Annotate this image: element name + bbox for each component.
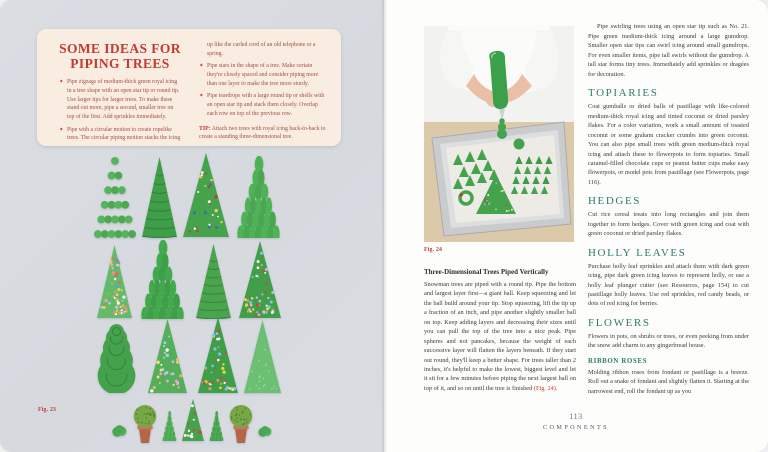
piped-tree-graphic bbox=[258, 425, 272, 437]
chapter-label: COMPONENTS bbox=[543, 424, 609, 431]
section-heading: TOPIARIES bbox=[588, 87, 659, 100]
piping-demo-photo bbox=[424, 26, 574, 242]
piped-tree-graphic bbox=[243, 319, 282, 394]
piped-tree-graphic bbox=[238, 240, 282, 319]
tree-dots bbox=[182, 152, 230, 243]
bullet-item: ✦ Pipe teardrops with a large round tip or shells with an open star tip and stack them closely. Overlap each row on top of the previous row. bbox=[199, 93, 325, 117]
page-number: 113 bbox=[569, 412, 583, 421]
article-heading: Three-Dimensional Trees Piped Vertically bbox=[424, 268, 549, 276]
piped-tree-graphic bbox=[195, 243, 232, 319]
tree-shells bbox=[139, 240, 186, 324]
piped-tree-graphic bbox=[182, 152, 230, 238]
intro-paragraph: Pipe swirling trees using an open star tip such as No. 21. Pipe green medium-thick icing around a large gumdrop. Smaller open star tips can swirl icing around small gumdrops. For even smaller items, pipe tall swirls without the gumdrop. A tall star forms tiny trees. Immediately add sprinkles or dragées for decoration. bbox=[588, 23, 749, 78]
piped-tree-graphic bbox=[235, 156, 282, 238]
tree-pompom bbox=[94, 157, 136, 243]
tree-dots bbox=[147, 318, 188, 399]
tree-shells bbox=[235, 156, 282, 243]
ideas-box-column-2 bbox=[189, 39, 329, 141]
piped-tree-graphic bbox=[131, 403, 159, 443]
article-3d-trees bbox=[424, 268, 576, 393]
tree-bands bbox=[141, 156, 178, 243]
piped-tree-graphic bbox=[112, 424, 127, 437]
tree-topiary bbox=[131, 403, 159, 448]
tree-shells bbox=[209, 411, 224, 446]
piped-tree-graphic bbox=[227, 403, 255, 443]
piped-tree-graphic bbox=[96, 244, 133, 319]
piped-tree-graphic bbox=[209, 411, 224, 441]
bullet-item: ✦ Pipe stars in the shape of a tree. Make certain they're closely spaced and consider piping more than one layer to make the tree more sturdy. bbox=[199, 63, 319, 87]
piping-photo-graphic bbox=[424, 26, 574, 242]
section-ribbon-roses bbox=[588, 358, 749, 397]
piped-tree-graphic bbox=[181, 398, 205, 442]
section-body: Cut rice cereal treats into long rectangles and join them together to form hedges. Cover with green icing and coat with green coconut or dried parsley flakes. bbox=[588, 211, 749, 238]
piped-tree-graphic bbox=[96, 322, 137, 393]
tree-sprinkle bbox=[96, 244, 133, 324]
ribbon-roses-heading: RIBBON ROSES bbox=[588, 357, 648, 365]
figure-reference: (Fig. 24). bbox=[533, 384, 558, 392]
tip-label: TIP: bbox=[199, 125, 211, 132]
piped-tree-graphic bbox=[162, 411, 177, 441]
piped-tree-graphic bbox=[139, 240, 186, 319]
tree-dots bbox=[181, 398, 205, 447]
tree-plain bbox=[243, 319, 282, 399]
section-body: Flowers in pots, on shrubs or trees, or even peeking from under the snow add charm to any gingerbread house. bbox=[588, 332, 749, 350]
bullet-star-icon: ✦ bbox=[199, 93, 204, 100]
figure-label-24: Fig. 24 bbox=[424, 247, 443, 253]
tree-blob bbox=[112, 424, 127, 442]
article-body bbox=[424, 280, 576, 393]
section-heading: HEDGES bbox=[588, 195, 641, 208]
page-footer bbox=[384, 412, 768, 431]
section-body: Coat gumballs or dried balls of pastillage with like-colored medium-thick royal icing and tinted coconut or dried parsley flakes. For a color variation, work a small amount of toasted coconut or some graham cracker crumbs into green coconut. You can also pipe small trees with green medium-thick royal icing and attach these to flowerpots to form topiaries. Small caramel-filled chocolate cups or peanut butter cups make easy flowerpots, or model pots from pastillage (see Flowerpots, page 116). bbox=[588, 103, 749, 186]
article-body-text: Snowman trees are piped with a round tip. Pipe the bottom and largest layer first—a giant ball. Keep squeezing and let the ball build around your tip. Stop squeezing, lift the tip up a fraction of an inch, and pipe another slightly smaller ball on top. Keep adding layers and decreasing their sizes until you can pull the top of the tree into a nice peak. Pipe spheres and not pancakes, because the weight of each successive layer will flatten the layers beneath. If they start out round, they'll keep a better shape. For trees taller than 2 inches, it's helpful to make the lowest, biggest level and let it sit for a few minutes before piping the next largest ball on top of it, and so on until the tree is finished bbox=[424, 281, 576, 392]
sections-list bbox=[588, 87, 749, 350]
tree-blob bbox=[258, 424, 272, 442]
tree-topiary bbox=[227, 403, 255, 448]
piped-tree-graphic bbox=[94, 157, 136, 238]
tree-dots bbox=[197, 316, 239, 399]
bullet-item: ✦ Pipe with a circular motion to create ropelike trees. The circular piping motion stacks the icing bbox=[59, 126, 181, 142]
tree-bands bbox=[195, 243, 232, 324]
bullet-continuation: up like the curled cord of an old telephone or a spring. bbox=[207, 42, 316, 57]
ideas-box-column-1 bbox=[49, 39, 189, 142]
section-hedges bbox=[588, 195, 749, 238]
section-topiaries bbox=[588, 87, 749, 187]
section-holly-leaves bbox=[588, 247, 749, 309]
ribbon-roses-body: Molding ribbon roses from fondant or pastillage is a breeze. Roll out a snake of fondant and slightly flatten it. Starting at the narrowest end, roll the fondant up as you bbox=[588, 368, 749, 396]
tree-rosette bbox=[96, 322, 137, 398]
tip-note bbox=[199, 125, 327, 142]
bullet-star-icon: ✦ bbox=[199, 63, 204, 70]
section-heading: HOLLY LEAVES bbox=[588, 246, 687, 259]
tree-dots bbox=[238, 240, 282, 324]
page-right bbox=[384, 0, 768, 452]
ideas-bullets-col2 bbox=[199, 62, 327, 118]
section-flowers bbox=[588, 317, 749, 351]
tree-shells bbox=[162, 411, 177, 446]
bullet-star-icon: ✦ bbox=[59, 126, 64, 133]
figure-label-23: Fig. 23 bbox=[38, 407, 57, 413]
ideas-box bbox=[37, 29, 341, 146]
piped-tree-graphic bbox=[197, 316, 239, 394]
section-body: Purchase holly leaf sprinkles and attach them with dark green icing, pipe dark green icing leaves to represent holly, or use a holly leaf plunger cutter (see Resources, page 154) to cut pastillage holly leaves. Use red sprinkles, red candy beads, or dots of red icing for berries. bbox=[588, 262, 749, 308]
ideas-box-title: SOME IDEAS FOR PIPING TREES bbox=[59, 41, 181, 72]
right-column bbox=[588, 22, 749, 397]
bullet-item: ✦ Pipe zigzags of medium-thick green royal icing in a tree shape with an open star tip or round tip. Use larger tips for larger trees. To make these stand out more, pipe a second, smaller tree on top of the first. Add sprinkles immediately. bbox=[59, 79, 180, 120]
section-heading: FLOWERS bbox=[588, 316, 651, 329]
piped-tree-graphic bbox=[141, 156, 178, 238]
bullet-star-icon: ✦ bbox=[59, 79, 64, 86]
ideas-bullets-col1 bbox=[59, 78, 181, 143]
tip-text: Attach two trees with royal icing back-to-back to create a standing three-dimensional tree. bbox=[199, 125, 326, 141]
piped-tree-graphic bbox=[147, 318, 188, 394]
